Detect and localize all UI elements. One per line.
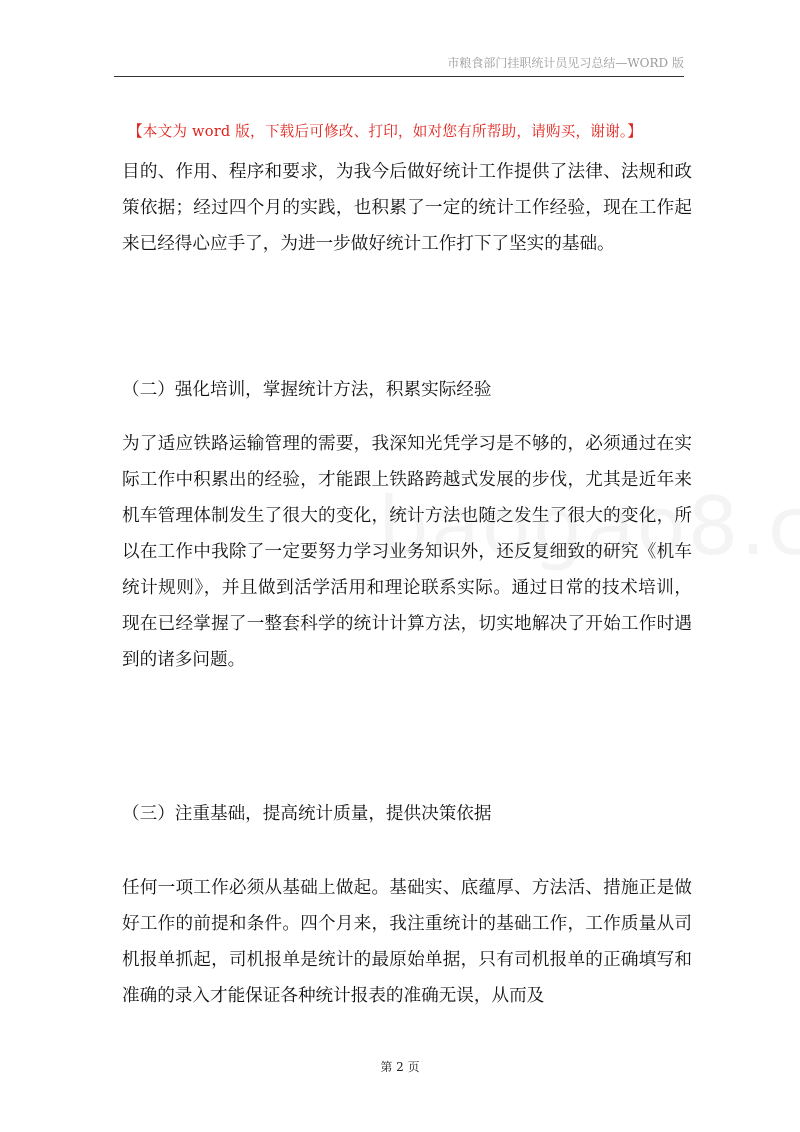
download-notice: 【本文为 word 版，下载后可修改、打印，如对您有所帮助，请购买，谢谢。】 bbox=[128, 123, 643, 140]
section-heading-3: （三）注重基础，提高统计质量，提供决策依据 bbox=[122, 804, 492, 824]
paragraph-3: 任何一项工作必须从基础上做起。基础实、底蕴厚、方法活、措施正是做好工作的前提和条件。四个月来，我注重统计的基础工作，工作质量从司机报单抓起，司机报单是统计的最原始单据，只有司机报单的正确填写和准确的录入才能保证各种统计报表的准确无误，从而及 bbox=[122, 878, 692, 1006]
paragraph-1: 目的、作用、程序和要求，为我今后做好统计工作提供了法律、法规和政策依据；经过四个月的实践，也积累了一定的统计工作经验，现在工作起来已经得心应手了，为进一步做好统计工作打下了坚实的基础。 bbox=[122, 162, 692, 254]
header-title: 市粮食部门挂职统计员见习总结—WORD 版 bbox=[447, 56, 684, 70]
page-header bbox=[114, 50, 684, 77]
section-heading-2: （二）强化培训，掌握统计方法，积累实际经验 bbox=[122, 380, 492, 400]
page-number: 第 2 页 bbox=[380, 1060, 420, 1074]
paragraph-2: 为了适应铁路运输管理的需要，我深知光凭学习是不够的，必须通过在实际工作中积累出的经验，才能跟上铁路跨越式发展的步伐，尤其是近年来机车管理体制发生了很大的变化，统计方法也随之发生了很大的变化，所以在工作中我除了一定要努力学习业务知识外，还反复细致的研究《机车统计规则》，并且做到活学活用和理论联系实际。通过日常的技术培训，现在已经掌握了一整套科学的统计计算方法，切实地解决了开始工作时遇到的诸多问题。 bbox=[122, 434, 692, 670]
